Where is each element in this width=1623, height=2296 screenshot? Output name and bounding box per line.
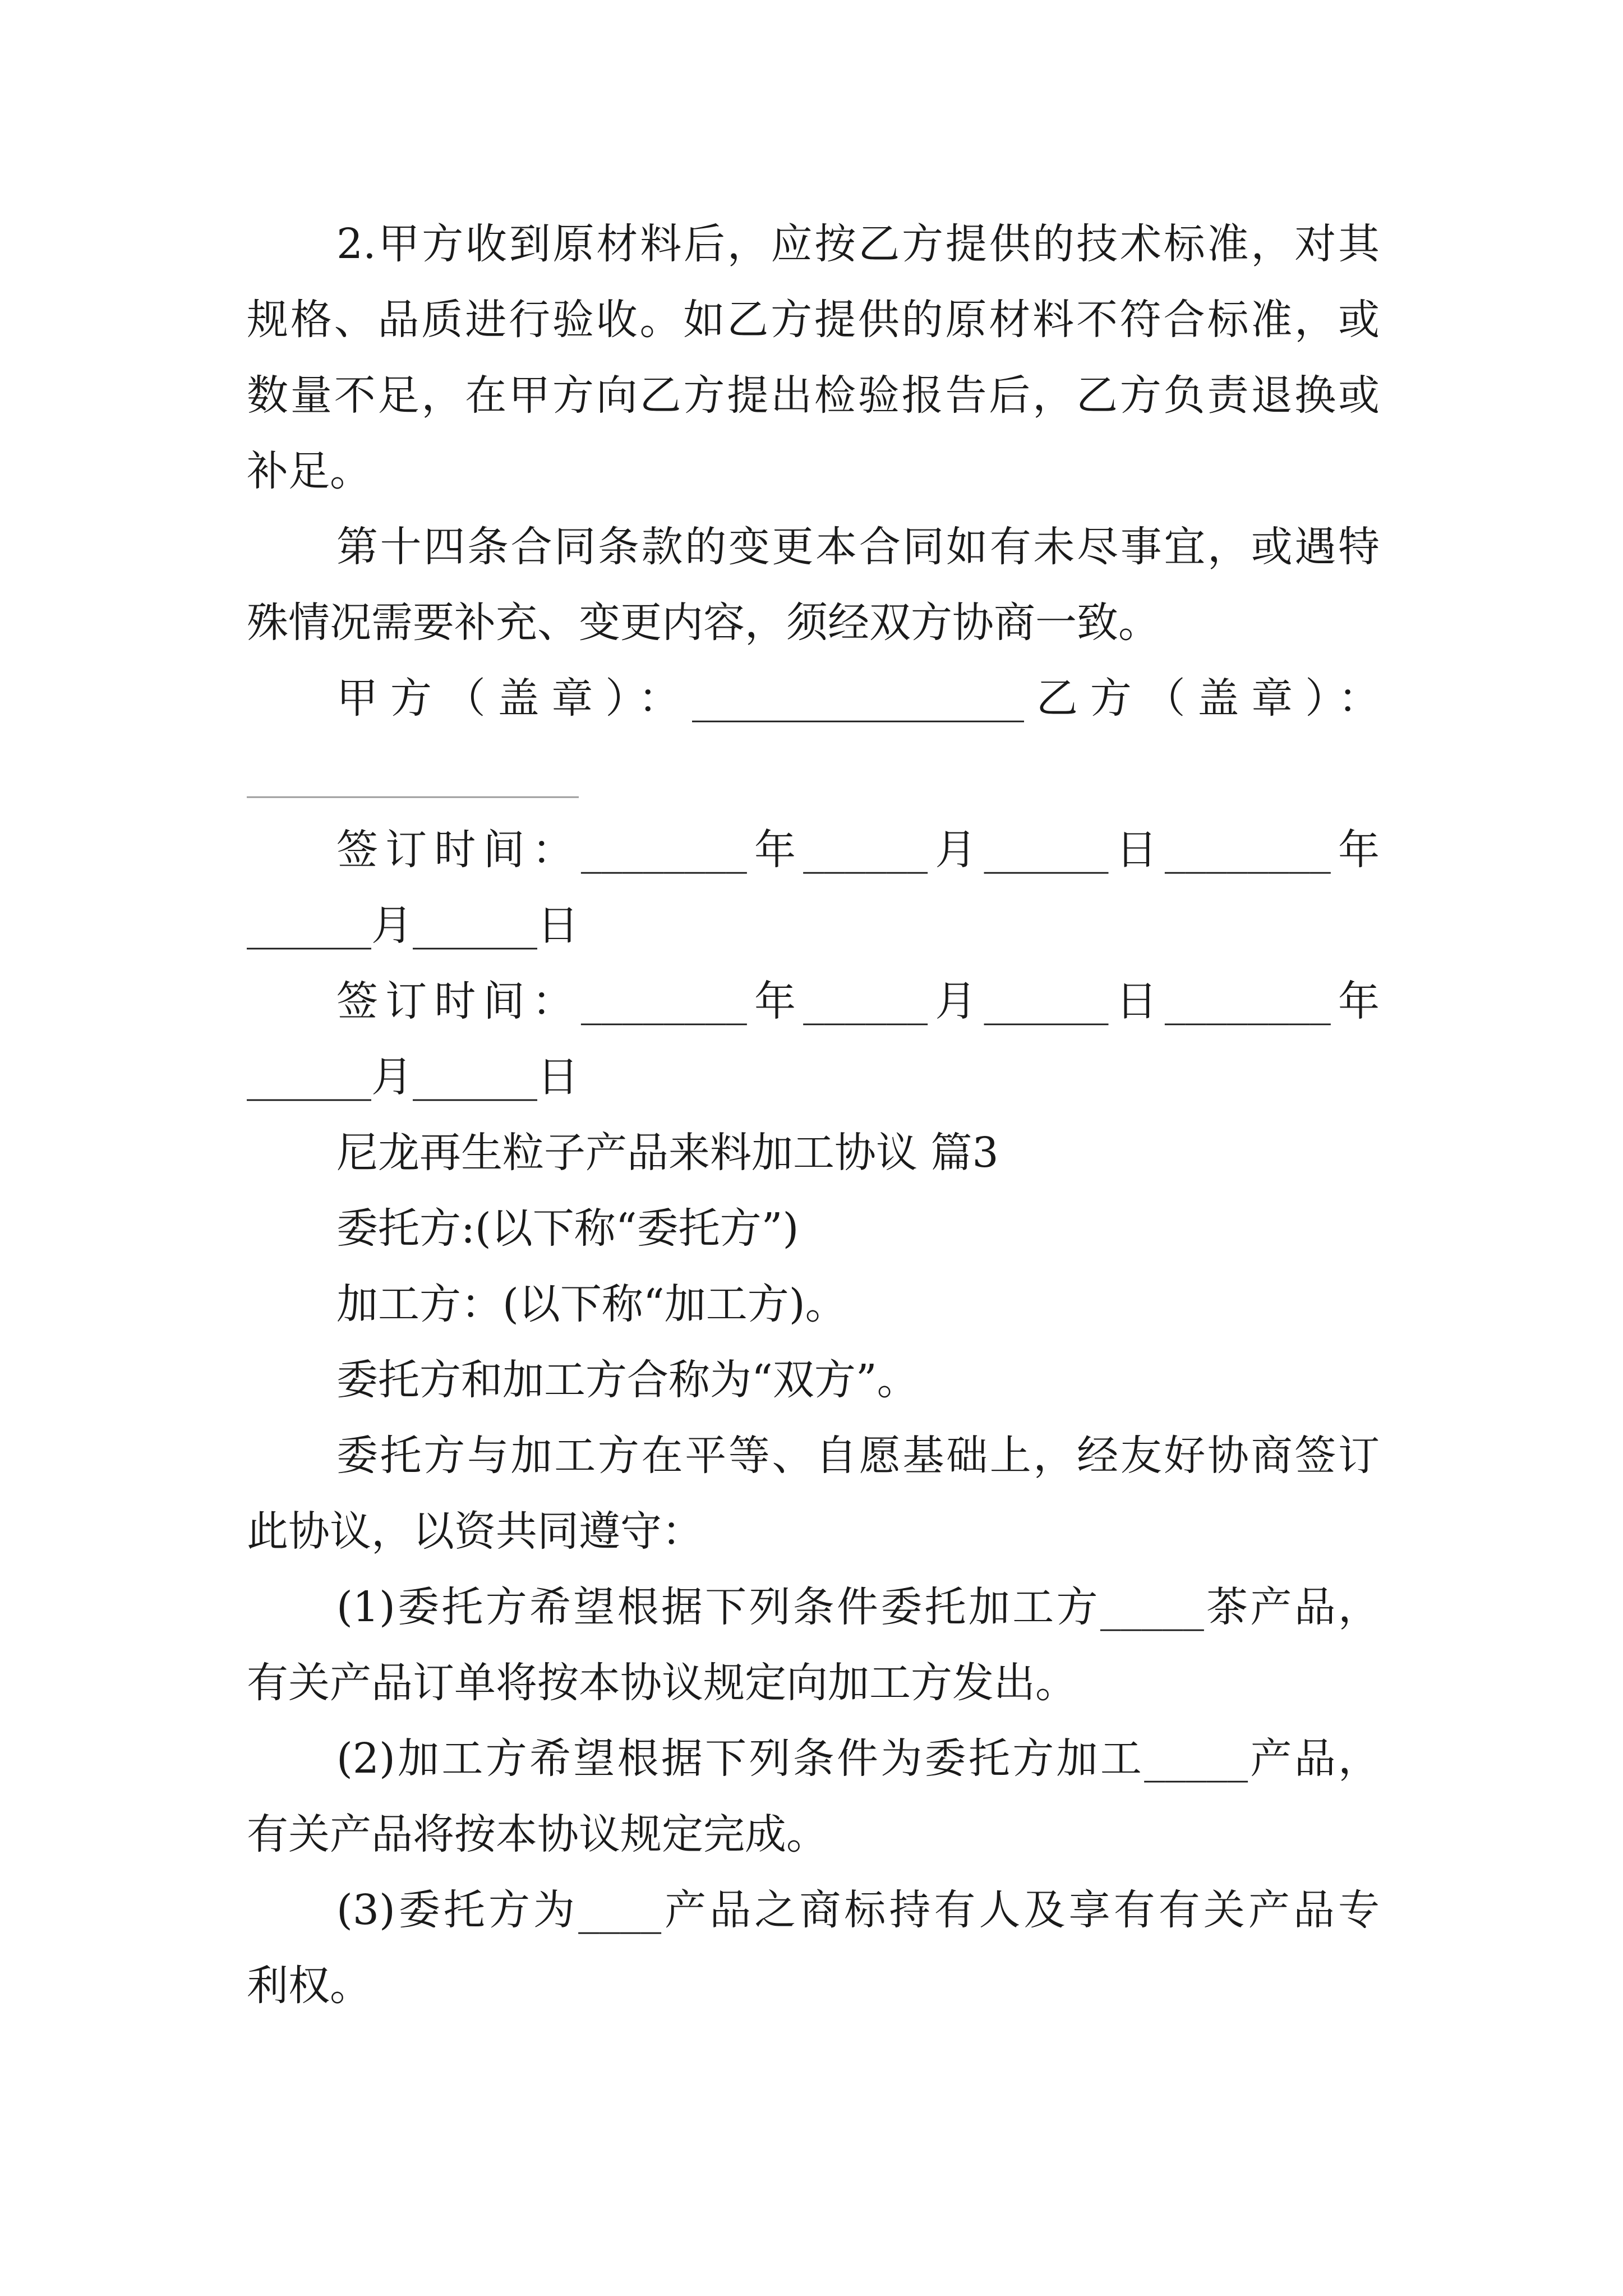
paragraph-line: 委托方和加工方合称为“双方”。 xyxy=(336,1356,919,1404)
signing-date-line: ______月______日 xyxy=(247,901,579,950)
paragraph-line: 有关产品订单将按本协议规定向加工方发出。 xyxy=(247,1659,1077,1707)
paragraph-line: 第十四条合同条款的变更本合同如有未尽事宜，或遇特 xyxy=(336,523,1380,571)
paragraph-line: (1)委托方希望根据下列条件委托加工方_____茶产品， xyxy=(336,1583,1380,1631)
paragraph-line: (2)加工方希望根据下列条件为委托方加工_____产品， xyxy=(336,1734,1380,1783)
paragraph-line: 2.甲方收到原材料后，应按乙方提供的技术标准，对其 xyxy=(336,220,1380,268)
signing-date-line: 签订时间：________年______月______日________年 xyxy=(336,977,1380,1025)
paragraph-line: 委托方与加工方在平等、自愿基础上，经友好协商签订 xyxy=(336,1432,1380,1480)
paragraph-line: 规格、品质进行验收。如乙方提供的原材料不符合标准，或 xyxy=(247,296,1380,344)
paragraph-line: 有关产品将按本协议规定完成。 xyxy=(247,1810,828,1858)
paragraph-line: 殊情况需要补充、变更内容，须经双方协商一致。 xyxy=(247,599,1160,647)
paragraph-line: 补足。 xyxy=(247,447,371,495)
paragraph-line: 此协议，以资共同遵守： xyxy=(247,1507,703,1556)
signature-line-party-a-b: 甲方（盖章）：________________乙方（盖章）： xyxy=(336,674,1380,723)
paragraph-line: 加工方：(以下称“加工方)。 xyxy=(336,1280,847,1328)
section-title: 尼龙再生粒子产品来料加工协议 篇3 xyxy=(336,1129,999,1177)
paragraph-line: 委托方:(以下称“委托方”) xyxy=(336,1204,799,1253)
signature-blank: ________________ xyxy=(247,750,579,798)
paragraph-line: (3)委托方为____产品之商标持有人及享有有关产品专 xyxy=(336,1886,1380,1934)
signing-date-line: ______月______日 xyxy=(247,1053,579,1101)
signing-date-line: 签订时间：________年______月______日________年 xyxy=(336,826,1380,874)
paragraph-line: 利权。 xyxy=(247,1962,371,2010)
paragraph-line: 数量不足，在甲方向乙方提出检验报告后，乙方负责退换或 xyxy=(247,371,1380,420)
